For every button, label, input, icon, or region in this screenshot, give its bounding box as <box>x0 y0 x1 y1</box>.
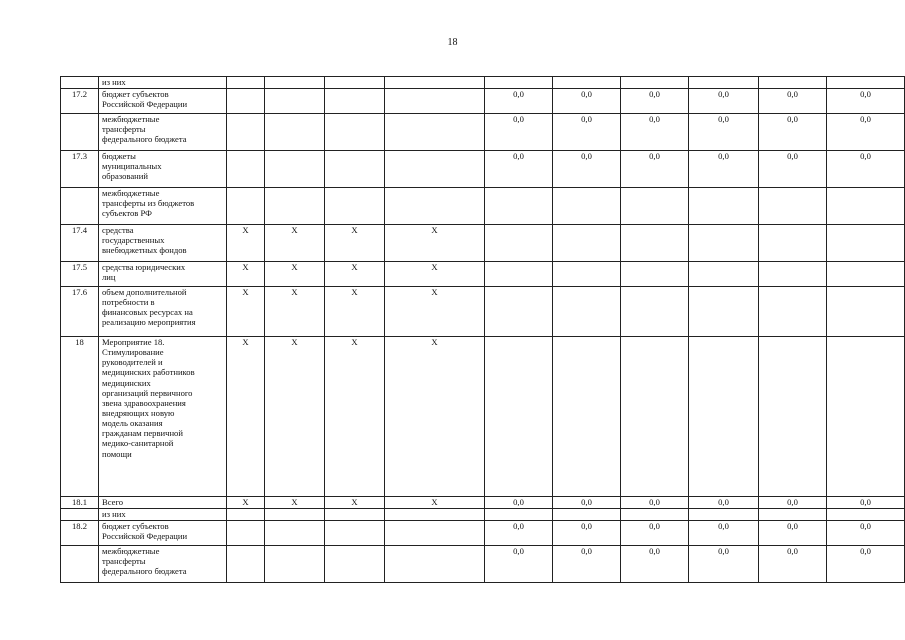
value-cell <box>621 77 689 89</box>
value-cell <box>759 262 827 287</box>
mark-cell: Х <box>385 225 485 262</box>
value-cell <box>689 509 759 521</box>
table-row <box>61 497 905 509</box>
value-cell: 0,0 <box>553 521 621 546</box>
mark-cell: Х <box>265 225 325 262</box>
value-cell <box>553 77 621 89</box>
mark-cell: Х <box>325 337 385 497</box>
mark-cell <box>227 114 265 151</box>
row-number-cell <box>61 77 99 89</box>
mark-cell <box>325 509 385 521</box>
value-cell: 0,0 <box>759 497 827 509</box>
value-cell: 0,0 <box>621 114 689 151</box>
value-cell <box>689 77 759 89</box>
mark-cell: Х <box>385 337 485 497</box>
mark-cell <box>385 546 485 583</box>
mark-cell: Х <box>227 337 265 497</box>
row-number-cell <box>61 114 99 151</box>
mark-cell <box>227 188 265 225</box>
value-cell: 0,0 <box>485 114 553 151</box>
value-cell <box>759 77 827 89</box>
value-cell: 0,0 <box>759 151 827 188</box>
table-row <box>61 77 905 89</box>
row-number-cell <box>61 509 99 521</box>
value-cell <box>485 337 553 497</box>
row-number-cell <box>61 188 99 225</box>
value-cell <box>485 287 553 337</box>
value-cell: 0,0 <box>827 521 905 546</box>
mark-cell <box>227 151 265 188</box>
value-cell <box>553 225 621 262</box>
table-body <box>61 77 905 583</box>
value-cell: 0,0 <box>553 546 621 583</box>
value-cell <box>689 225 759 262</box>
mark-cell <box>385 151 485 188</box>
value-cell: 0,0 <box>689 546 759 583</box>
row-name-cell: объем дополнительной потребности в финансовых ресурсах на реализацию мероприятия <box>99 287 227 337</box>
value-cell <box>621 337 689 497</box>
value-cell: 0,0 <box>689 89 759 114</box>
mark-cell <box>385 509 485 521</box>
page-number: 18 <box>447 37 458 48</box>
value-cell <box>553 262 621 287</box>
mark-cell <box>325 546 385 583</box>
table-row <box>61 262 905 287</box>
row-number-cell: 18 <box>61 337 99 497</box>
budget-table <box>60 76 905 583</box>
row-number-cell: 18.1 <box>61 497 99 509</box>
mark-cell <box>385 89 485 114</box>
value-cell <box>553 287 621 337</box>
value-cell: 0,0 <box>621 89 689 114</box>
table-row <box>61 114 905 151</box>
row-name-cell: межбюджетные трансферты из бюджетов субъектов РФ <box>99 188 227 225</box>
mark-cell <box>325 521 385 546</box>
table-row <box>61 89 905 114</box>
mark-cell <box>265 77 325 89</box>
value-cell: 0,0 <box>485 497 553 509</box>
value-cell: 0,0 <box>759 521 827 546</box>
value-cell <box>485 225 553 262</box>
value-cell <box>689 262 759 287</box>
mark-cell: Х <box>265 287 325 337</box>
value-cell: 0,0 <box>553 114 621 151</box>
value-cell <box>759 188 827 225</box>
row-name-cell: бюджеты муниципальных образований <box>99 151 227 188</box>
value-cell <box>689 188 759 225</box>
value-cell: 0,0 <box>759 114 827 151</box>
value-cell: 0,0 <box>621 521 689 546</box>
row-number-cell: 18.2 <box>61 521 99 546</box>
table-row <box>61 151 905 188</box>
mark-cell: Х <box>325 287 385 337</box>
mark-cell <box>227 509 265 521</box>
row-number-cell: 17.2 <box>61 89 99 114</box>
mark-cell <box>385 188 485 225</box>
value-cell: 0,0 <box>827 89 905 114</box>
value-cell <box>621 509 689 521</box>
value-cell <box>689 287 759 337</box>
value-cell <box>553 337 621 497</box>
value-cell: 0,0 <box>827 546 905 583</box>
row-number-cell <box>61 546 99 583</box>
value-cell <box>827 77 905 89</box>
value-cell: 0,0 <box>689 114 759 151</box>
value-cell: 0,0 <box>689 521 759 546</box>
mark-cell <box>325 77 385 89</box>
mark-cell <box>385 521 485 546</box>
row-name-cell: Всего <box>99 497 227 509</box>
value-cell: 0,0 <box>689 151 759 188</box>
value-cell <box>485 188 553 225</box>
mark-cell <box>227 521 265 546</box>
mark-cell: Х <box>227 497 265 509</box>
mark-cell <box>265 89 325 114</box>
table-row <box>61 546 905 583</box>
mark-cell <box>325 151 385 188</box>
mark-cell <box>227 77 265 89</box>
row-name-cell: бюджет субъектов Российской Федерации <box>99 89 227 114</box>
value-cell: 0,0 <box>759 89 827 114</box>
row-number-cell: 17.4 <box>61 225 99 262</box>
mark-cell <box>227 89 265 114</box>
value-cell <box>621 262 689 287</box>
value-cell <box>689 337 759 497</box>
mark-cell <box>265 509 325 521</box>
mark-cell <box>227 546 265 583</box>
value-cell: 0,0 <box>485 521 553 546</box>
value-cell: 0,0 <box>689 497 759 509</box>
value-cell <box>759 287 827 337</box>
value-cell: 0,0 <box>827 114 905 151</box>
value-cell <box>759 225 827 262</box>
mark-cell: Х <box>325 262 385 287</box>
mark-cell: Х <box>227 225 265 262</box>
mark-cell <box>265 114 325 151</box>
value-cell <box>621 188 689 225</box>
value-cell: 0,0 <box>553 151 621 188</box>
row-name-cell: межбюджетные трансферты федерального бюджета <box>99 546 227 583</box>
mark-cell <box>265 521 325 546</box>
mark-cell: Х <box>325 497 385 509</box>
mark-cell: Х <box>265 497 325 509</box>
value-cell: 0,0 <box>485 546 553 583</box>
mark-cell <box>325 89 385 114</box>
mark-cell <box>385 77 485 89</box>
value-cell <box>827 262 905 287</box>
mark-cell: Х <box>227 262 265 287</box>
row-name-cell: средства государственных внебюджетных фондов <box>99 225 227 262</box>
value-cell: 0,0 <box>621 546 689 583</box>
mark-cell: Х <box>265 262 325 287</box>
value-cell <box>553 509 621 521</box>
value-cell: 0,0 <box>553 89 621 114</box>
mark-cell <box>325 114 385 151</box>
table-row <box>61 337 905 497</box>
row-name-cell: межбюджетные трансферты федерального бюджета <box>99 114 227 151</box>
row-number-cell: 17.3 <box>61 151 99 188</box>
table-row <box>61 521 905 546</box>
value-cell <box>553 188 621 225</box>
mark-cell <box>265 188 325 225</box>
value-cell <box>827 337 905 497</box>
row-name-cell: из них <box>99 77 227 89</box>
table-row <box>61 287 905 337</box>
value-cell <box>759 337 827 497</box>
value-cell <box>485 262 553 287</box>
value-cell <box>827 509 905 521</box>
mark-cell <box>265 546 325 583</box>
row-name-cell: из них <box>99 509 227 521</box>
value-cell: 0,0 <box>485 151 553 188</box>
value-cell: 0,0 <box>621 497 689 509</box>
mark-cell: Х <box>265 337 325 497</box>
value-cell <box>621 225 689 262</box>
value-cell: 0,0 <box>759 546 827 583</box>
value-cell <box>485 77 553 89</box>
table-row <box>61 225 905 262</box>
value-cell <box>485 509 553 521</box>
value-cell: 0,0 <box>485 89 553 114</box>
row-number-cell: 17.5 <box>61 262 99 287</box>
value-cell: 0,0 <box>827 497 905 509</box>
value-cell <box>827 188 905 225</box>
mark-cell <box>265 151 325 188</box>
mark-cell: Х <box>385 262 485 287</box>
row-name-cell: средства юридических лиц <box>99 262 227 287</box>
row-name-cell: бюджет субъектов Российской Федерации <box>99 521 227 546</box>
value-cell <box>827 225 905 262</box>
value-cell <box>827 287 905 337</box>
value-cell <box>759 509 827 521</box>
value-cell <box>621 287 689 337</box>
table-row <box>61 509 905 521</box>
value-cell: 0,0 <box>827 151 905 188</box>
row-number-cell: 17.6 <box>61 287 99 337</box>
value-cell: 0,0 <box>553 497 621 509</box>
mark-cell: Х <box>325 225 385 262</box>
mark-cell <box>385 114 485 151</box>
mark-cell: Х <box>385 287 485 337</box>
value-cell: 0,0 <box>621 151 689 188</box>
mark-cell: Х <box>227 287 265 337</box>
table-row <box>61 188 905 225</box>
mark-cell <box>325 188 385 225</box>
mark-cell: Х <box>385 497 485 509</box>
row-name-cell: Мероприятие 18. Стимулирование руководителей и медицинских работников медицинских организаций первичного звена здравоохранения внедряющих новую модель оказания гражданам первичной медико-санитарной помощи <box>99 337 227 497</box>
